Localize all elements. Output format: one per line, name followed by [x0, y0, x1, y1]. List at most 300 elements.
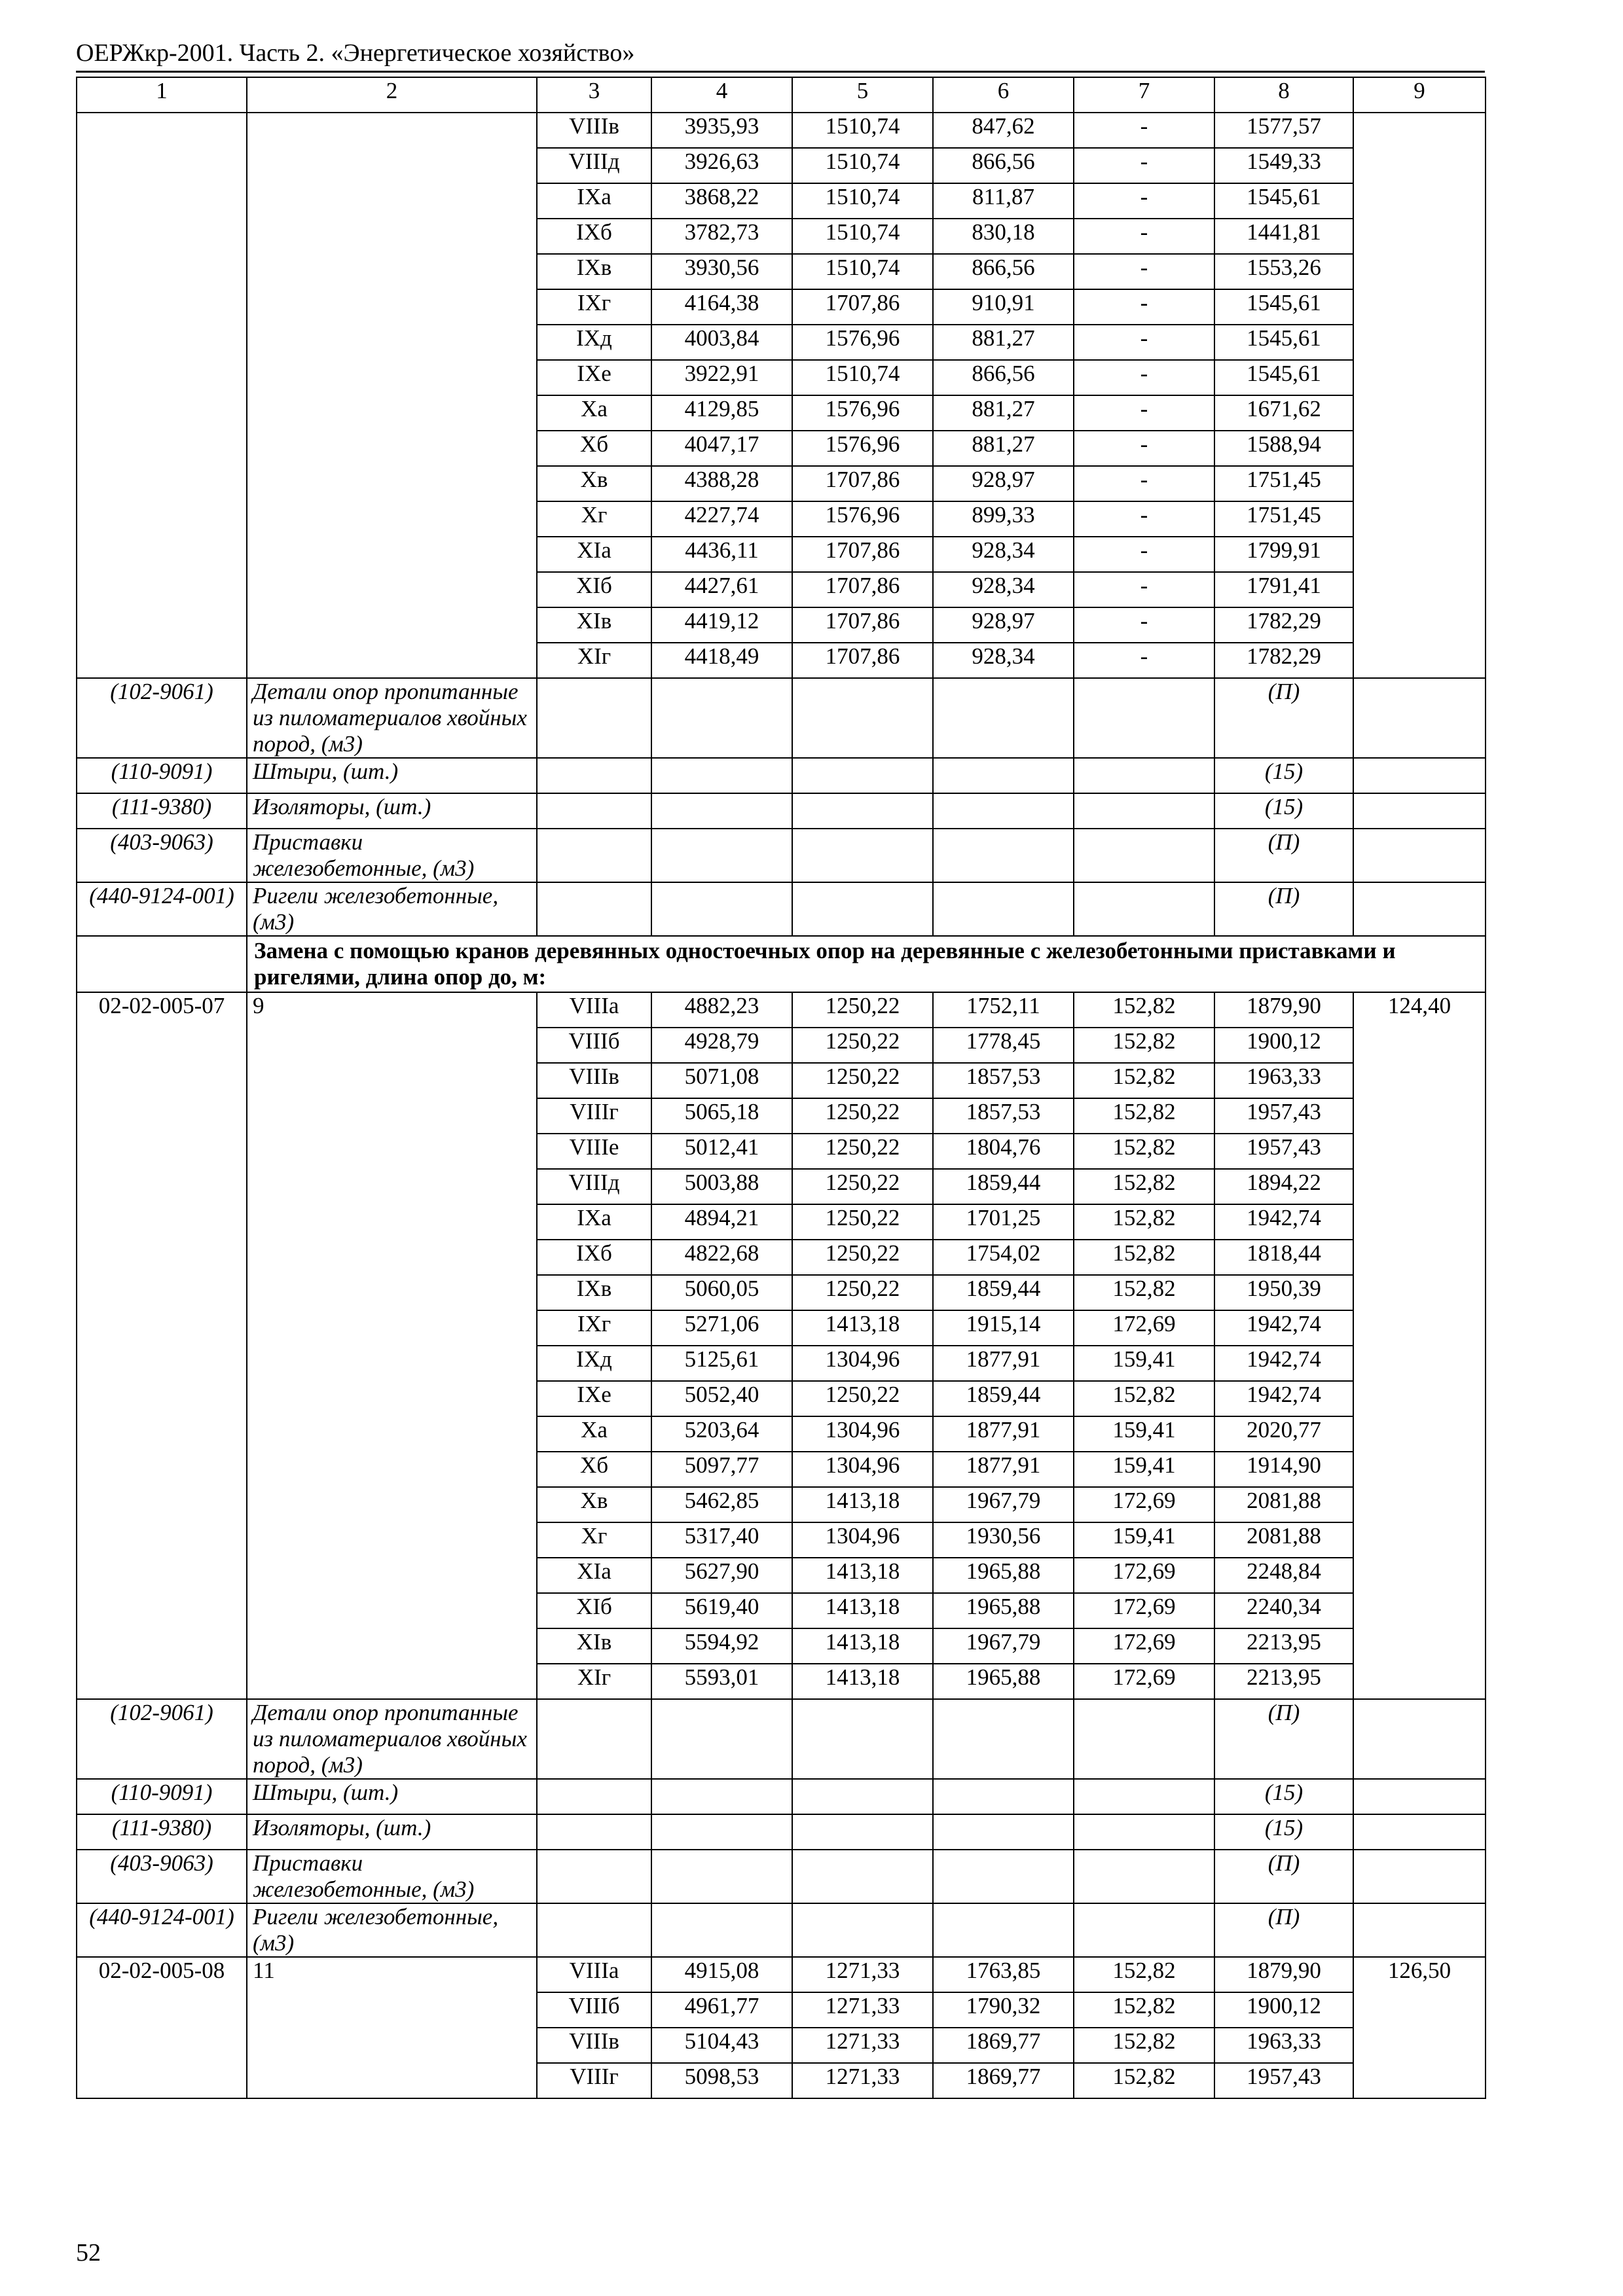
- cell-labor: 1250,22: [792, 1134, 933, 1169]
- cell-labor: 1510,74: [792, 183, 933, 219]
- empty-cell: [933, 678, 1074, 758]
- empty-cell: [77, 936, 247, 992]
- cell-category: VIIIд: [537, 1169, 651, 1204]
- material-row: [77, 1814, 1486, 1850]
- table-row: [77, 992, 1486, 1028]
- cell-materials: 1545,61: [1214, 360, 1353, 395]
- material-row: [77, 1779, 1486, 1814]
- cell-materials: 1942,74: [1214, 1381, 1353, 1416]
- empty-cell: [792, 1903, 933, 1957]
- empty-cell: [651, 882, 792, 936]
- empty-cell: [1353, 758, 1486, 793]
- cell-total: 4003,84: [651, 325, 792, 360]
- page-header: ОЕРЖкр-2001. Часть 2. «Энергетическое хозяйство»: [76, 39, 635, 67]
- cell-category: VIIIд: [537, 148, 651, 183]
- cell-labor: 1510,74: [792, 254, 933, 289]
- empty-cell: [537, 678, 651, 758]
- cell-category: VIIIв: [537, 2028, 651, 2063]
- cell-materials: 1942,74: [1214, 1346, 1353, 1381]
- empty-cell: [651, 758, 792, 793]
- column-number: 5: [792, 77, 933, 113]
- material-row: [77, 829, 1486, 882]
- empty-cell: [792, 829, 933, 882]
- cell-labor: 1250,22: [792, 1275, 933, 1310]
- cell-category: XIа: [537, 1558, 651, 1593]
- cell-driver-wages: 152,82: [1074, 1134, 1214, 1169]
- material-row: [77, 793, 1486, 829]
- cell-category: XIв: [537, 607, 651, 643]
- material-row: [77, 1903, 1486, 1957]
- cell-materials: 1671,62: [1214, 395, 1353, 431]
- cell-total: 4894,21: [651, 1204, 792, 1240]
- empty-cell: [933, 758, 1074, 793]
- empty-cell: [792, 758, 933, 793]
- empty-cell: [651, 1814, 792, 1850]
- cell-materials: 2081,88: [1214, 1487, 1353, 1522]
- cell-labor: 1413,18: [792, 1310, 933, 1346]
- cell-machines: 1859,44: [933, 1381, 1074, 1416]
- cell-total: 5594,92: [651, 1628, 792, 1664]
- cell-driver-wages: -: [1074, 325, 1214, 360]
- cell-total: 4882,23: [651, 992, 792, 1028]
- cell-machines: 881,27: [933, 325, 1074, 360]
- cell-driver-wages: -: [1074, 183, 1214, 219]
- cell-category: Xг: [537, 501, 651, 537]
- cell-labor: 1510,74: [792, 360, 933, 395]
- cell-total: 5098,53: [651, 2063, 792, 2098]
- cell-machines: 1869,77: [933, 2028, 1074, 2063]
- section-title-row: [77, 936, 1486, 992]
- material-code: (111-9380): [77, 1814, 247, 1850]
- cell-category: IXд: [537, 1346, 651, 1381]
- header-rule: [76, 71, 1485, 73]
- cell-labor: 1413,18: [792, 1593, 933, 1628]
- cell-materials: 1553,26: [1214, 254, 1353, 289]
- material-code: (111-9380): [77, 793, 247, 829]
- cell-total: 5065,18: [651, 1098, 792, 1134]
- cell-materials: 1963,33: [1214, 2028, 1353, 2063]
- cell-category: Xа: [537, 1416, 651, 1452]
- cell-driver-wages: 172,69: [1074, 1487, 1214, 1522]
- cell-category: IXе: [537, 1381, 651, 1416]
- cell-labor: 1413,18: [792, 1628, 933, 1664]
- empty-cell: [1074, 793, 1214, 829]
- cell-category: XIб: [537, 1593, 651, 1628]
- empty-cell: [1074, 1779, 1214, 1814]
- cell-category: XIг: [537, 643, 651, 678]
- cell-materials: 1588,94: [1214, 431, 1353, 466]
- material-quantity: (15): [1214, 1814, 1353, 1850]
- material-name: Приставки железобетонные, (м3): [247, 829, 537, 882]
- cell-driver-wages: -: [1074, 289, 1214, 325]
- cell-labor: 1413,18: [792, 1664, 933, 1699]
- cell-machines: 811,87: [933, 183, 1074, 219]
- material-name: Ригели железобетонные, (м3): [247, 882, 537, 936]
- cell-total: 5619,40: [651, 1593, 792, 1628]
- material-row: [77, 678, 1486, 758]
- cell-col9: 126,50: [1353, 1957, 1486, 2098]
- table-body: [77, 77, 1486, 2098]
- cell-driver-wages: -: [1074, 572, 1214, 607]
- empty-cell: [537, 1779, 651, 1814]
- empty-cell: [933, 829, 1074, 882]
- cell-total: 3922,91: [651, 360, 792, 395]
- table-row: [77, 113, 1486, 148]
- cell-machines: 1763,85: [933, 1957, 1074, 1992]
- cell-driver-wages: 152,82: [1074, 1381, 1214, 1416]
- cell-labor: 1510,74: [792, 148, 933, 183]
- material-name: Детали опор пропитанные из пиломатериалов хвойных пород, (м3): [247, 678, 537, 758]
- material-code: (403-9063): [77, 1850, 247, 1903]
- cell-materials: 1957,43: [1214, 1134, 1353, 1169]
- cell-total: 5271,06: [651, 1310, 792, 1346]
- cell-driver-wages: 172,69: [1074, 1664, 1214, 1699]
- cell-materials: 1545,61: [1214, 183, 1353, 219]
- cell-total: 4047,17: [651, 431, 792, 466]
- empty-cell: [651, 678, 792, 758]
- cell-driver-wages: 159,41: [1074, 1416, 1214, 1452]
- cell-category: XIа: [537, 537, 651, 572]
- cell-total: 4928,79: [651, 1028, 792, 1063]
- cell-materials: 1751,45: [1214, 501, 1353, 537]
- cell-driver-wages: 152,82: [1074, 1240, 1214, 1275]
- cell-driver-wages: -: [1074, 431, 1214, 466]
- cell-total: 5060,05: [651, 1275, 792, 1310]
- cell-materials: 1751,45: [1214, 466, 1353, 501]
- cell-materials: 1879,90: [1214, 1957, 1353, 1992]
- empty-cell: [792, 882, 933, 936]
- column-number: 3: [537, 77, 651, 113]
- cell-labor: 1271,33: [792, 2063, 933, 2098]
- material-quantity: (15): [1214, 1779, 1353, 1814]
- page-number: 52: [76, 2239, 101, 2267]
- cell-driver-wages: 159,41: [1074, 1522, 1214, 1558]
- cell-total: 4129,85: [651, 395, 792, 431]
- column-number: 4: [651, 77, 792, 113]
- cell-category: VIIIа: [537, 1957, 651, 1992]
- cell-total: 4915,08: [651, 1957, 792, 1992]
- cell-category: VIIIе: [537, 1134, 651, 1169]
- empty-cell: [933, 1699, 1074, 1779]
- cell-labor: 1250,22: [792, 1381, 933, 1416]
- cell-machines: 866,56: [933, 254, 1074, 289]
- cell-code: 02-02-005-08: [77, 1957, 247, 2098]
- cell-category: XIб: [537, 572, 651, 607]
- material-quantity: (П): [1214, 829, 1353, 882]
- cell-total: 5104,43: [651, 2028, 792, 2063]
- cell-category: XIг: [537, 1664, 651, 1699]
- cell-col9: [1353, 113, 1486, 678]
- cell-machines: 1967,79: [933, 1487, 1074, 1522]
- price-table: [76, 77, 1486, 2099]
- material-code: (403-9063): [77, 829, 247, 882]
- cell-category: Xб: [537, 431, 651, 466]
- empty-cell: [792, 1699, 933, 1779]
- cell-driver-wages: -: [1074, 607, 1214, 643]
- cell-machines: 1857,53: [933, 1063, 1074, 1098]
- cell-machines: 1859,44: [933, 1275, 1074, 1310]
- cell-driver-wages: 172,69: [1074, 1558, 1214, 1593]
- cell-length: 9: [247, 992, 537, 1699]
- empty-cell: [537, 1699, 651, 1779]
- cell-driver-wages: 152,82: [1074, 1275, 1214, 1310]
- cell-driver-wages: -: [1074, 360, 1214, 395]
- cell-labor: 1250,22: [792, 1098, 933, 1134]
- cell-labor: 1707,86: [792, 572, 933, 607]
- empty-cell: [651, 1779, 792, 1814]
- cell-category: XIв: [537, 1628, 651, 1664]
- cell-materials: 2213,95: [1214, 1628, 1353, 1664]
- cell-driver-wages: -: [1074, 395, 1214, 431]
- cell-category: IXа: [537, 1204, 651, 1240]
- cell-total: 5003,88: [651, 1169, 792, 1204]
- cell-materials: 1894,22: [1214, 1169, 1353, 1204]
- cell-machines: 1877,91: [933, 1416, 1074, 1452]
- material-name: Детали опор пропитанные из пиломатериалов хвойных пород, (м3): [247, 1699, 537, 1779]
- cell-machines: 881,27: [933, 431, 1074, 466]
- cell-machines: 910,91: [933, 289, 1074, 325]
- cell-total: 5071,08: [651, 1063, 792, 1098]
- material-name: Штыри, (шт.): [247, 1779, 537, 1814]
- cell-labor: 1707,86: [792, 643, 933, 678]
- cell-machines: 1915,14: [933, 1310, 1074, 1346]
- cell-machines: 1869,77: [933, 2063, 1074, 2098]
- cell-machines: 881,27: [933, 395, 1074, 431]
- cell-materials: 1950,39: [1214, 1275, 1353, 1310]
- cell-machines: 1965,88: [933, 1593, 1074, 1628]
- cell-machines: 928,97: [933, 607, 1074, 643]
- empty-cell: [1353, 829, 1486, 882]
- cell-category: Xв: [537, 466, 651, 501]
- cell-labor: 1304,96: [792, 1416, 933, 1452]
- cell-total: 4388,28: [651, 466, 792, 501]
- column-number: 8: [1214, 77, 1353, 113]
- cell-labor: 1707,86: [792, 466, 933, 501]
- cell-machines: 1877,91: [933, 1452, 1074, 1487]
- cell-machines: 1859,44: [933, 1169, 1074, 1204]
- cell-total: 5317,40: [651, 1522, 792, 1558]
- cell-driver-wages: 159,41: [1074, 1452, 1214, 1487]
- cell-driver-wages: 152,82: [1074, 2063, 1214, 2098]
- cell-materials: 1900,12: [1214, 1992, 1353, 2028]
- cell-machines: 1752,11: [933, 992, 1074, 1028]
- cell-total: 3868,22: [651, 183, 792, 219]
- cell-category: IXб: [537, 219, 651, 254]
- empty-cell: [933, 793, 1074, 829]
- cell-total: 4961,77: [651, 1992, 792, 2028]
- cell-machines: 1804,76: [933, 1134, 1074, 1169]
- cell-materials: 1441,81: [1214, 219, 1353, 254]
- empty-cell: [651, 1850, 792, 1903]
- cell-driver-wages: 152,82: [1074, 1204, 1214, 1240]
- cell-labor: 1250,22: [792, 1240, 933, 1275]
- empty-cell: [537, 1903, 651, 1957]
- cell-total: 3926,63: [651, 148, 792, 183]
- cell-labor: 1250,22: [792, 1169, 933, 1204]
- cell-materials: 2081,88: [1214, 1522, 1353, 1558]
- material-quantity: (П): [1214, 1903, 1353, 1957]
- cell-total: 4227,74: [651, 501, 792, 537]
- empty-cell: [1353, 882, 1486, 936]
- cell-machines: 1857,53: [933, 1098, 1074, 1134]
- cell-category: IXд: [537, 325, 651, 360]
- cell-driver-wages: -: [1074, 113, 1214, 148]
- material-row: [77, 758, 1486, 793]
- cell-category: VIIIб: [537, 1028, 651, 1063]
- empty-cell: [1074, 758, 1214, 793]
- cell-labor: 1707,86: [792, 289, 933, 325]
- cell-category: VIIIв: [537, 113, 651, 148]
- cell-driver-wages: 152,82: [1074, 1957, 1214, 1992]
- material-code: (110-9091): [77, 758, 247, 793]
- material-quantity: (15): [1214, 793, 1353, 829]
- cell-driver-wages: 159,41: [1074, 1346, 1214, 1381]
- empty-cell: [1074, 1903, 1214, 1957]
- cell-materials: 2213,95: [1214, 1664, 1353, 1699]
- table-row: [77, 1957, 1486, 1992]
- empty-cell: [1353, 793, 1486, 829]
- cell-category: IXа: [537, 183, 651, 219]
- cell-materials: 1900,12: [1214, 1028, 1353, 1063]
- cell-materials: 1957,43: [1214, 2063, 1353, 2098]
- cell-materials: 1545,61: [1214, 289, 1353, 325]
- cell-labor: 1413,18: [792, 1558, 933, 1593]
- material-quantity: (П): [1214, 678, 1353, 758]
- empty-cell: [1353, 1779, 1486, 1814]
- cell-materials: 1818,44: [1214, 1240, 1353, 1275]
- empty-cell: [651, 1903, 792, 1957]
- cell-category: VIIIа: [537, 992, 651, 1028]
- cell-machines: 1790,32: [933, 1992, 1074, 2028]
- cell-category: Xв: [537, 1487, 651, 1522]
- empty-cell: [1074, 678, 1214, 758]
- cell-machines: 1778,45: [933, 1028, 1074, 1063]
- empty-cell: [792, 678, 933, 758]
- material-name: Изоляторы, (шт.): [247, 793, 537, 829]
- cell-labor: 1271,33: [792, 1992, 933, 2028]
- cell-driver-wages: 152,82: [1074, 1063, 1214, 1098]
- cell-col9: 124,40: [1353, 992, 1486, 1699]
- cell-category: Xа: [537, 395, 651, 431]
- empty-cell: [537, 1814, 651, 1850]
- cell-labor: 1576,96: [792, 395, 933, 431]
- cell-materials: 2020,77: [1214, 1416, 1353, 1452]
- cell-labor: 1250,22: [792, 1204, 933, 1240]
- cell-category: IXв: [537, 1275, 651, 1310]
- cell-driver-wages: 152,82: [1074, 992, 1214, 1028]
- empty-cell: [1074, 1814, 1214, 1850]
- cell-materials: 1963,33: [1214, 1063, 1353, 1098]
- empty-cell: [933, 1903, 1074, 1957]
- empty-cell: [933, 1814, 1074, 1850]
- material-code: (110-9091): [77, 1779, 247, 1814]
- cell-labor: 1510,74: [792, 219, 933, 254]
- empty-cell: [792, 1779, 933, 1814]
- empty-cell: [933, 882, 1074, 936]
- cell-driver-wages: 152,82: [1074, 1992, 1214, 2028]
- cell-materials: 1577,57: [1214, 113, 1353, 148]
- column-number: 6: [933, 77, 1074, 113]
- material-name: Штыри, (шт.): [247, 758, 537, 793]
- cell-driver-wages: 172,69: [1074, 1310, 1214, 1346]
- cell-machines: 1701,25: [933, 1204, 1074, 1240]
- cell-materials: 1782,29: [1214, 643, 1353, 678]
- cell-category: Xг: [537, 1522, 651, 1558]
- cell-total: 5125,61: [651, 1346, 792, 1381]
- cell-driver-wages: 172,69: [1074, 1593, 1214, 1628]
- cell-labor: 1707,86: [792, 537, 933, 572]
- cell-labor: 1707,86: [792, 607, 933, 643]
- cell-labor: 1271,33: [792, 2028, 933, 2063]
- cell-code: 02-02-005-07: [77, 992, 247, 1699]
- cell-materials: 1799,91: [1214, 537, 1353, 572]
- cell-total: 4164,38: [651, 289, 792, 325]
- material-name: Изоляторы, (шт.): [247, 1814, 537, 1850]
- cell-materials: 1782,29: [1214, 607, 1353, 643]
- cell-category: Xб: [537, 1452, 651, 1487]
- empty-cell: [1353, 1699, 1486, 1779]
- cell-driver-wages: 152,82: [1074, 1028, 1214, 1063]
- cell-materials: 2248,84: [1214, 1558, 1353, 1593]
- cell-total: 3782,73: [651, 219, 792, 254]
- empty-cell: [537, 1850, 651, 1903]
- cell-materials: 1957,43: [1214, 1098, 1353, 1134]
- cell-category: IXг: [537, 1310, 651, 1346]
- empty-cell: [651, 829, 792, 882]
- empty-cell: [1074, 829, 1214, 882]
- cell-labor: 1250,22: [792, 992, 933, 1028]
- material-code: (440-9124-001): [77, 882, 247, 936]
- cell-machines: 928,34: [933, 643, 1074, 678]
- cell-labor: 1510,74: [792, 113, 933, 148]
- cell-labor: 1304,96: [792, 1346, 933, 1381]
- cell-machines: 1967,79: [933, 1628, 1074, 1664]
- empty-cell: [792, 793, 933, 829]
- cell-labor: 1271,33: [792, 1957, 933, 1992]
- cell-driver-wages: 172,69: [1074, 1628, 1214, 1664]
- cell-materials: 1879,90: [1214, 992, 1353, 1028]
- cell-driver-wages: -: [1074, 254, 1214, 289]
- empty-cell: [537, 829, 651, 882]
- cell-total: 3930,56: [651, 254, 792, 289]
- cell-category: VIIIг: [537, 1098, 651, 1134]
- material-row: [77, 1850, 1486, 1903]
- cell-driver-wages: 152,82: [1074, 1098, 1214, 1134]
- cell-machines: 928,34: [933, 537, 1074, 572]
- cell-total: 3935,93: [651, 113, 792, 148]
- cell-machines: 1965,88: [933, 1664, 1074, 1699]
- cell-machines: 928,97: [933, 466, 1074, 501]
- empty-cell: [1353, 1850, 1486, 1903]
- cell-total: 5012,41: [651, 1134, 792, 1169]
- cell-total: 4436,11: [651, 537, 792, 572]
- cell-labor: 1576,96: [792, 431, 933, 466]
- cell-labor: 1304,96: [792, 1452, 933, 1487]
- cell-total: 4427,61: [651, 572, 792, 607]
- material-name: Ригели железобетонные, (м3): [247, 1903, 537, 1957]
- column-number: 7: [1074, 77, 1214, 113]
- cell-machines: 866,56: [933, 148, 1074, 183]
- cell-code: [77, 113, 247, 678]
- column-number: 2: [247, 77, 537, 113]
- cell-category: IXб: [537, 1240, 651, 1275]
- cell-machines: 1754,02: [933, 1240, 1074, 1275]
- material-quantity: (П): [1214, 882, 1353, 936]
- cell-materials: 2240,34: [1214, 1593, 1353, 1628]
- section-title: Замена с помощью кранов деревянных одностоечных опор на деревянные с железобетонными приставками и ригелями, длина опор до, м:: [247, 936, 1486, 992]
- empty-cell: [1074, 1850, 1214, 1903]
- cell-labor: 1250,22: [792, 1028, 933, 1063]
